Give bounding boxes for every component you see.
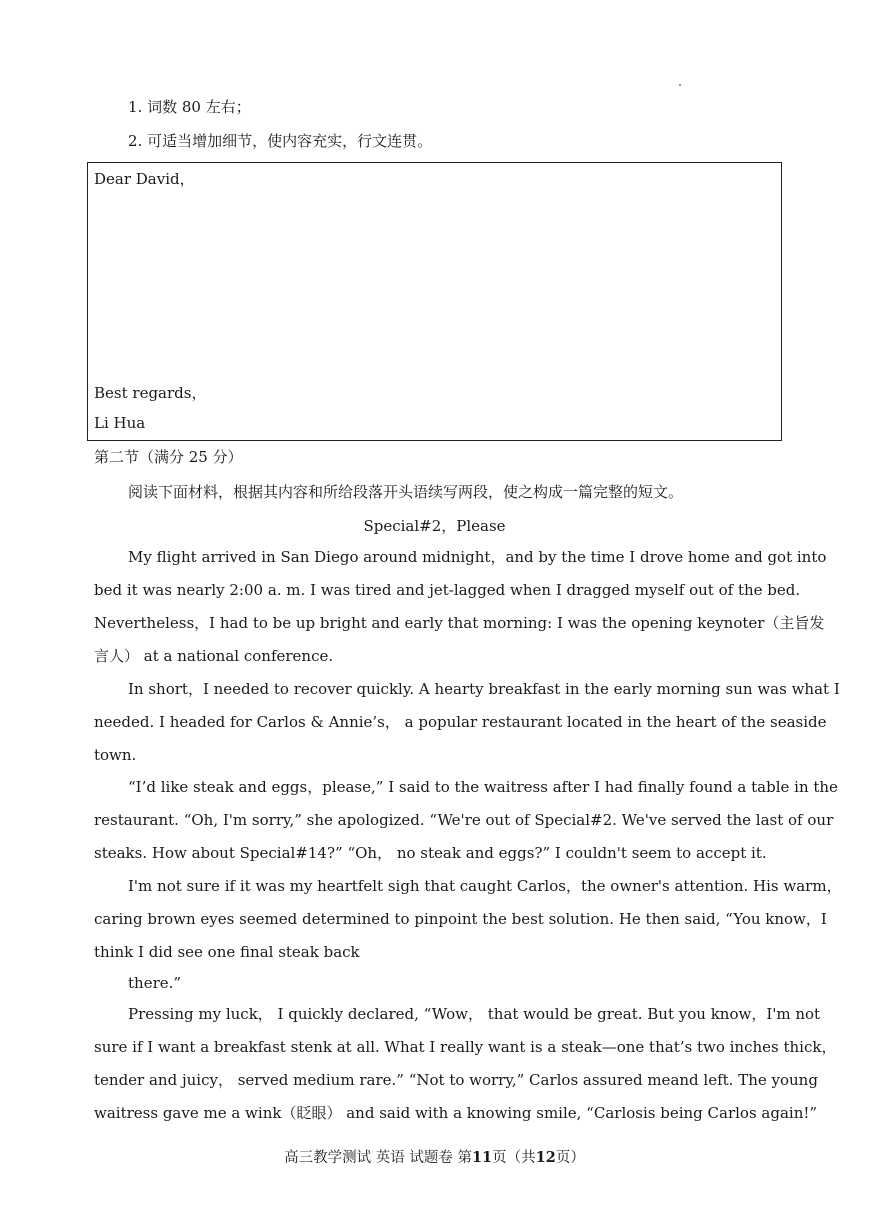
paragraph-line: town.	[94, 746, 137, 764]
paragraph-line: sure if I want a breakfast stenk at all. What I really want is a steak—one that’s two inches thick，	[94, 1038, 837, 1056]
story-paragraph-2	[94, 673, 840, 772]
story-paragraph-6	[94, 998, 837, 1130]
footer-suffix: 页）	[555, 1150, 585, 1166]
story-paragraph-3	[94, 771, 838, 870]
footer-total-pages: 12	[535, 1149, 556, 1166]
paragraph-line: Nevertheless，I had to be up bright and early that morning: I was the opening keynoter（主旨发	[94, 614, 825, 632]
paragraph-line: Pressing my luck， I quickly declared, “Wow， that would be great. But you know，I'm not	[128, 1005, 821, 1023]
paragraph-line: I'm not sure if it was my heartfelt sigh that caught Carlos，the owner's attention. His warm，	[128, 877, 842, 895]
letter-signature: Li Hua	[94, 414, 146, 432]
paragraph-line: In short，I needed to recover quickly. A hearty breakfast in the early morning sun was what I	[128, 680, 840, 698]
paragraph-line: “I’d like steak and eggs，please,” I said to the waitress after I had finally found a table in the	[128, 778, 838, 796]
paragraph-line: there.”	[128, 974, 182, 992]
speck	[679, 84, 681, 86]
page-footer	[0, 1146, 869, 1167]
footer-prefix: 高三教学测试 英语 试题卷 第	[284, 1150, 472, 1166]
story-title: Special#2，Please	[363, 517, 506, 535]
story-paragraph-1	[94, 541, 827, 673]
requirement-2: 2. 可适当增加细节，使内容充实，行文连贯。	[128, 132, 433, 150]
section-instruction: 阅读下面材料，根据其内容和所给段落开头语续写两段，使之构成一篇完整的短文。	[128, 483, 684, 501]
letter-greeting: Dear David，	[94, 170, 195, 188]
paragraph-line: caring brown eyes seemed determined to pinpoint the best solution. He then said, “You know，I	[94, 910, 827, 928]
letter-closing: Best regards，	[94, 384, 207, 402]
requirement-1: 1. 词数 80 左右；	[128, 98, 251, 116]
paragraph-line: bed it was nearly 2:00 a. m. I was tired and jet-lagged when I dragged myself out of the bed.	[94, 581, 801, 599]
section-title: 第二节（满分 25 分）	[94, 448, 243, 466]
paragraph-line: tender and juicy， served medium rare.” “Not to worry,” Carlos assured meand left. The young	[94, 1071, 818, 1089]
footer-middle: 页（共	[492, 1150, 536, 1166]
letter-answer-box[interactable]	[87, 162, 782, 441]
paragraph-line: restaurant. “Oh, I'm sorry,” she apologized. “We're out of Special#2. We've served the last of our	[94, 811, 834, 829]
story-paragraph-4	[94, 870, 842, 969]
paragraph-line: 言人） at a national conference.	[94, 647, 334, 665]
paragraph-line: think I did see one final steak back	[94, 943, 360, 961]
paragraph-line: waitress gave me a wink（眨眼） and said with a knowing smile, “Carlosis being Carlos again!”	[94, 1104, 818, 1122]
footer-page-number: 11	[471, 1149, 493, 1166]
paragraph-line: steaks. How about Special#14?” “Oh， no steak and eggs?” I couldn't seem to accept it.	[94, 844, 767, 862]
paragraph-line: needed. I headed for Carlos & Annie’s， a popular restaurant located in the heart of the seaside	[94, 713, 827, 731]
paragraph-line: My flight arrived in San Diego around midnight，and by the time I drove home and got into	[128, 548, 827, 566]
story-paragraph-5	[94, 967, 775, 1000]
